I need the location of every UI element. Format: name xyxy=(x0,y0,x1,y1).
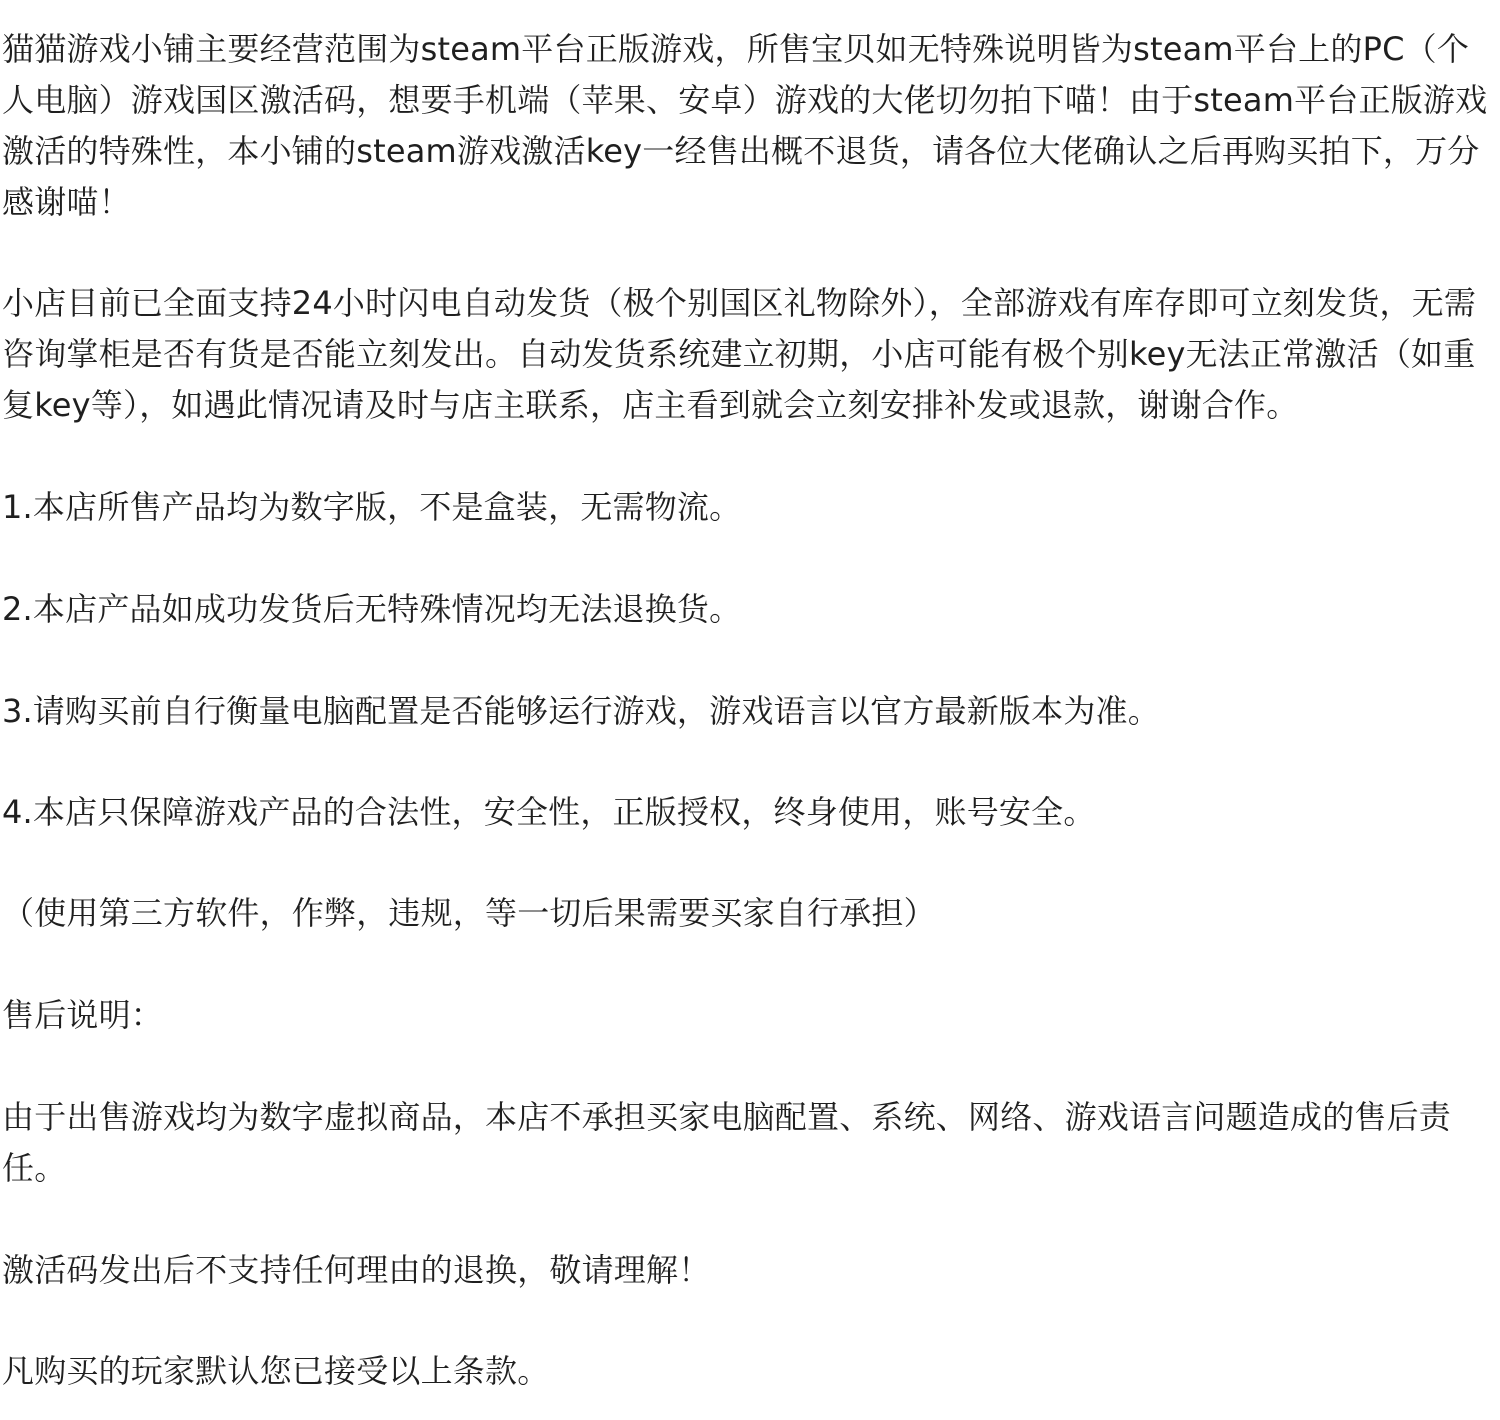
terms-acceptance-paragraph: 凡购买的玩家默认您已接受以上条款。 xyxy=(2,1352,550,1390)
third-party-disclaimer: （使用第三方软件，作弊，违规，等一切后果需要买家自行承担） xyxy=(2,894,936,932)
after-sales-paragraph: 由于出售游戏均为数字虚拟商品，本店不承担买家电脑配置、系统、网络、游戏语言问题造成的售后责任。 xyxy=(2,1098,1452,1187)
rule-2: 2.本店产品如成功发货后无特殊情况均无法退换货。 xyxy=(2,590,742,628)
intro-paragraph: 猫猫游戏小铺主要经营范围为steam平台正版游戏，所售宝贝如无特殊说明皆为steam平台上的PC（个人电脑）游戏国区激活码，想要手机端（苹果、安卓）游戏的大佬切勿拍下喵！由于steam平台正版游戏激活的特殊性，本小铺的steam游戏激活key一经售出概不退货，请各位大佬确认之后再购买拍下，万分感谢喵！ xyxy=(2,30,1488,221)
rule-4: 4.本店只保障游戏产品的合法性，安全性，正版授权，终身使用，账号安全。 xyxy=(2,793,1096,831)
rule-3: 3.请购买前自行衡量电脑配置是否能够运行游戏，游戏语言以官方最新版本为准。 xyxy=(2,692,1160,730)
rule-1: 1.本店所售产品均为数字版，不是盒装，无需物流。 xyxy=(2,488,742,526)
auto-delivery-paragraph: 小店目前已全面支持24小时闪电自动发货（极个别国区礼物除外），全部游戏有库存即可立刻发货，无需咨询掌柜是否有货是否能立刻发出。自动发货系统建立初期，小店可能有极个别key无法正常激活（如重复key等），如遇此情况请及时与店主联系，店主看到就会立刻安排补发或退款，谢谢合作。 xyxy=(2,284,1477,424)
after-sales-heading: 售后说明： xyxy=(2,996,164,1034)
no-refund-paragraph: 激活码发出后不支持任何理由的退换，敬请理解！ xyxy=(2,1251,711,1289)
